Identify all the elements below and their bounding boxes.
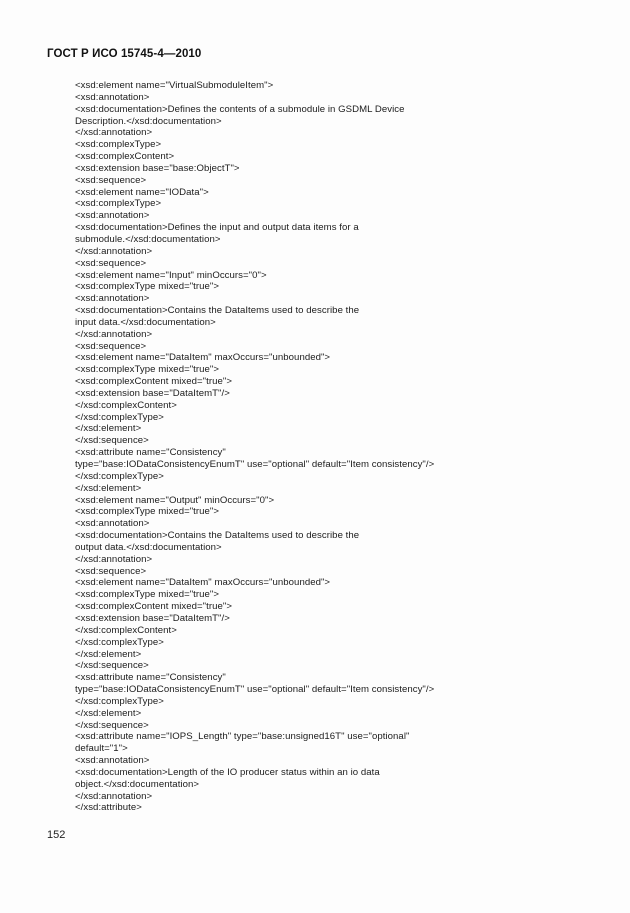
code-line: <xsd:annotation> [75,293,150,305]
code-line: <xsd:documentation>Contains the DataItems used to describe the [75,305,360,317]
code-line: <xsd:complexType mixed="true"> [75,364,220,376]
code-line: <xsd:complexType> [75,139,162,151]
page-header-standard-title: ГОСТ Р ИСО 15745-4—2010 [47,48,202,60]
code-line: default="1"> [75,743,128,755]
code-line: <xsd:extension base="base:ObjectT"> [75,162,240,174]
code-line: </xsd:element> [75,707,142,719]
code-line: </xsd:annotation> [75,245,153,257]
code-line: type="base:IODataConsistencyEnumT" use="optional" default="Item consistency"/> [75,684,435,696]
code-line: </xsd:sequence> [75,660,149,672]
code-line: <xsd:element name="Output" minOccurs="0"> [75,494,275,506]
code-line: <xsd:documentation>Defines the input and output data items for a [75,222,359,234]
code-line: <xsd:documentation>Length of the IO producer status within an io data [75,766,380,778]
code-line: <xsd:attribute name="IOPS_Length" type="base:unsigned16T" use="optional" [75,731,410,743]
code-line: </xsd:sequence> [75,435,149,447]
code-line: <xsd:element name="IOData"> [75,186,209,198]
code-line: </xsd:annotation> [75,127,153,139]
code-line: </xsd:complexContent> [75,399,177,411]
code-line: <xsd:complexContent> [75,151,175,163]
code-line: submodule.</xsd:documentation> [75,233,221,245]
code-line: <xsd:complexContent mixed="true"> [75,376,232,388]
code-line: <xsd:sequence> [75,340,147,352]
code-line: </xsd:element> [75,648,142,660]
code-line: <xsd:extension base="DataItemT"/> [75,612,230,624]
code-line: <xsd:sequence> [75,565,147,577]
code-line: <xsd:complexType mixed="true"> [75,589,220,601]
code-line: </xsd:element> [75,482,142,494]
code-line: <xsd:annotation> [75,91,150,103]
xsd-code-listing [75,80,595,814]
code-line: <xsd:complexType mixed="true"> [75,506,220,518]
code-line: <xsd:attribute name="Consistency" [75,672,226,684]
code-line: </xsd:annotation> [75,553,153,565]
code-line: </xsd:complexType> [75,636,164,648]
code-line: <xsd:annotation> [75,210,150,222]
code-line: <xsd:annotation> [75,518,150,530]
page-number: 152 [47,829,66,841]
code-line: </xsd:annotation> [75,790,153,802]
code-line: <xsd:complexType> [75,198,162,210]
code-line: <xsd:annotation> [75,755,150,767]
code-line: <xsd:documentation>Defines the contents of a submodule in GSDML Device [75,103,405,115]
code-line: </xsd:complexContent> [75,624,177,636]
code-line: type="base:IODataConsistencyEnumT" use="optional" default="Item consistency"/> [75,459,435,470]
code-line: Description.</xsd:documentation> [75,115,222,127]
code-line: </xsd:element> [75,423,142,435]
code-line: <xsd:documentation>Contains the DataItems used to describe the [75,530,360,542]
code-line: </xsd:annotation> [75,328,153,340]
code-line: <xsd:sequence> [75,257,147,269]
code-line: </xsd:complexType> [75,695,164,707]
code-line: output data.</xsd:documentation> [75,541,222,553]
code-line: </xsd:sequence> [75,719,149,731]
code-line: <xsd:element name="DataItem" maxOccurs="unbounded"> [75,577,331,589]
code-line: </xsd:complexType> [75,411,164,423]
code-line: input data.</xsd:documentation> [75,316,216,328]
code-line: </xsd:complexType> [75,470,164,482]
code-line: <xsd:complexType mixed="true"> [75,281,220,293]
code-line: <xsd:complexContent mixed="true"> [75,601,232,613]
code-line: <xsd:sequence> [75,174,147,186]
code-line: <xsd:element name="DataItem" maxOccurs="unbounded"> [75,352,331,364]
code-line: <xsd:element name="VirtualSubmoduleItem"> [75,80,274,91]
code-line: <xsd:element name="Input" minOccurs="0"> [75,269,267,281]
code-line: <xsd:attribute name="Consistency" [75,447,226,459]
code-line: object.</xsd:documentation> [75,778,200,790]
code-line: <xsd:extension base="DataItemT"/> [75,387,230,399]
code-line: </xsd:attribute> [75,802,142,814]
